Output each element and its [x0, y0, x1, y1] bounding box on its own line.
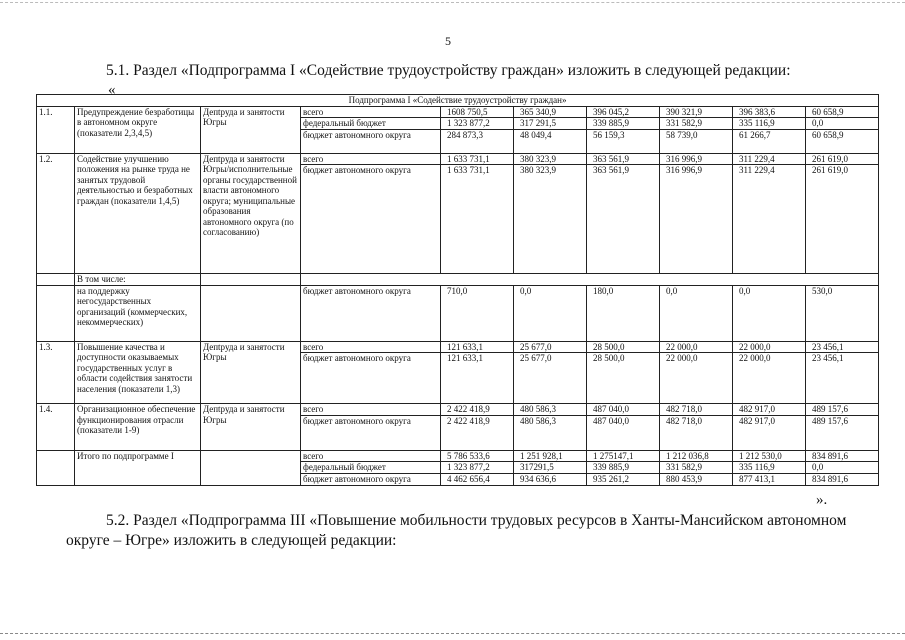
amount-cell: 2 422 418,9 [441, 415, 514, 450]
amount-cell: 61 266,7 [733, 129, 806, 153]
funding-source: всего [301, 404, 441, 416]
amount-cell: 25 677,0 [514, 353, 587, 404]
amount-cell: 1 323 877,2 [441, 462, 514, 474]
row-executor [201, 274, 301, 286]
opening-quote: « [108, 82, 116, 98]
amount-cell: 380 323,9 [514, 153, 587, 165]
amount-cell: 58 739,0 [660, 129, 733, 153]
table-row [37, 404, 879, 416]
amount-cell: 22 000,0 [660, 341, 733, 353]
amount-cell: 710,0 [441, 285, 514, 341]
amount-cell: 0,0 [733, 285, 806, 341]
amount-cell: 396 383,6 [733, 106, 806, 118]
row-name: Повышение качества и доступности оказываемых государственных услуг в области содействия занятости населения (показатели 1,3) [75, 341, 201, 404]
row-name: В том числе: [75, 274, 201, 286]
row-executor: Депtруда и занятости Югры [201, 106, 301, 153]
amount-cell: 60 658,9 [806, 106, 879, 118]
row-name: Содействие улучшению положения на рынке труда не занятых трудовой деятельностью и безработных граждан (показатели 1,4,5) [75, 153, 201, 274]
amount-cell: 877 413,1 [733, 473, 806, 485]
row-id: 1.2. [37, 153, 75, 274]
amount-cell: 25 677,0 [514, 341, 587, 353]
amount-cell: 1 633 731,1 [441, 165, 514, 274]
funding-source: бюджет автономного округа [301, 415, 441, 450]
amount-cell: 487 040,0 [587, 415, 660, 450]
amount-cell: 487 040,0 [587, 404, 660, 416]
amount-cell: 1 251 928,1 [514, 450, 587, 462]
amount-cell: 48 049,4 [514, 129, 587, 153]
row-executor: Депtруда и занятости Югры/исполнительные органы государственной власти автономного округа; муниципальные образования автономного округа (по согласованию) [201, 153, 301, 274]
amount-cell: 311 229,4 [733, 165, 806, 274]
amount-cell: 331 582,9 [660, 462, 733, 474]
amount-cell: 4 462 656,4 [441, 473, 514, 485]
amount-cell: 316 996,9 [660, 165, 733, 274]
amount-cell: 1 212 036,8 [660, 450, 733, 462]
amount-cell: 316 996,9 [660, 153, 733, 165]
amount-cell: 317 291,5 [514, 118, 587, 130]
funding-source: всего [301, 341, 441, 353]
amount-cell: 22 000,0 [733, 353, 806, 404]
table-row [37, 285, 879, 341]
amount-cell: 1 212 530,0 [733, 450, 806, 462]
funding-source: федеральный бюджет [301, 462, 441, 474]
amount-cell: 335 116,9 [733, 118, 806, 130]
scan-top-edge [0, 2, 905, 4]
amount-cell: 23 456,1 [806, 353, 879, 404]
amount-cell: 482 718,0 [660, 404, 733, 416]
row-id: 1.3. [37, 341, 75, 404]
funding-source: бюджет автономного округа [301, 353, 441, 404]
table-row [37, 106, 879, 118]
empty-cell [301, 274, 879, 286]
section-heading: 5.1. Раздел «Подпрограмма I «Содействие трудоустройству граждан» изложить в следующей редакции: [106, 62, 791, 79]
budget-table [36, 94, 879, 486]
amount-cell: 834 891,6 [806, 450, 879, 462]
amount-cell: 311 229,4 [733, 153, 806, 165]
row-executor [201, 450, 301, 485]
row-id: 1.4. [37, 404, 75, 451]
amount-cell: 2 422 418,9 [441, 404, 514, 416]
funding-source: бюджет автономного округа [301, 473, 441, 485]
funding-source: всего [301, 106, 441, 118]
amount-cell: 261 619,0 [806, 153, 879, 165]
amount-cell: 60 658,9 [806, 129, 879, 153]
table-title: Подпрограмма I «Содействие трудоустройству граждан» [37, 95, 879, 107]
amount-cell: 482 718,0 [660, 415, 733, 450]
row-executor: Депtруда и занятости Югры [201, 404, 301, 451]
amount-cell: 1 275147,1 [587, 450, 660, 462]
funding-source: всего [301, 450, 441, 462]
amount-cell: 121 633,1 [441, 341, 514, 353]
funding-source: бюджет автономного округа [301, 129, 441, 153]
amount-cell: 261 619,0 [806, 165, 879, 274]
amount-cell: 934 636,6 [514, 473, 587, 485]
row-id [37, 274, 75, 286]
table-row [37, 450, 879, 462]
amount-cell: 396 045,2 [587, 106, 660, 118]
amount-cell: 489 157,6 [806, 415, 879, 450]
amount-cell: 380 323,9 [514, 165, 587, 274]
amount-cell: 121 633,1 [441, 353, 514, 404]
amount-cell: 363 561,9 [587, 153, 660, 165]
row-id: 1.1. [37, 106, 75, 153]
amount-cell: 480 586,3 [514, 415, 587, 450]
amount-cell: 0,0 [806, 118, 879, 130]
table-row [37, 274, 879, 286]
amount-cell: 935 261,2 [587, 473, 660, 485]
table-row [37, 341, 879, 353]
row-id [37, 450, 75, 485]
page-number: 5 [445, 34, 451, 48]
amount-cell: 5 786 533,6 [441, 450, 514, 462]
paragraph-5-2: 5.2. Раздел «Подпрограмма III «Повышение мобильности трудовых ресурсов в Ханты-Мансийском автономном округе – Югре» изложить в следующей редакции: [66, 512, 847, 549]
funding-source: бюджет автономного округа [301, 165, 441, 274]
row-name: Итого по подпрограмме I [75, 450, 201, 485]
funding-source: всего [301, 153, 441, 165]
row-name: Организационное обеспечение функционирования отрасли (показатели 1-9) [75, 404, 201, 451]
amount-cell: 23 456,1 [806, 341, 879, 353]
amount-cell: 365 340,9 [514, 106, 587, 118]
amount-cell: 56 159,3 [587, 129, 660, 153]
table-row [37, 153, 879, 165]
amount-cell: 28 500,0 [587, 341, 660, 353]
amount-cell: 317291,5 [514, 462, 587, 474]
amount-cell: 180,0 [587, 285, 660, 341]
row-name: Предупреждение безработицы в автономном округе (показатели 2,3,4,5) [75, 106, 201, 153]
amount-cell: 339 885,9 [587, 118, 660, 130]
amount-cell: 335 116,9 [733, 462, 806, 474]
amount-cell: 22 000,0 [733, 341, 806, 353]
scan-bottom-edge [0, 632, 905, 634]
amount-cell: 530,0 [806, 285, 879, 341]
amount-cell: 22 000,0 [660, 353, 733, 404]
row-executor: Депtруда и занятости Югры [201, 341, 301, 404]
funding-source: федеральный бюджет [301, 118, 441, 130]
row-executor [201, 285, 301, 341]
funding-source: бюджет автономного округа [301, 285, 441, 341]
amount-cell: 480 586,3 [514, 404, 587, 416]
amount-cell: 331 582,9 [660, 118, 733, 130]
row-name: на поддержку негосударственных организаций (коммерческих, некоммерческих) [75, 285, 201, 341]
amount-cell: 880 453,9 [660, 473, 733, 485]
amount-cell: 482 917,0 [733, 404, 806, 416]
amount-cell: 28 500,0 [587, 353, 660, 404]
amount-cell: 284 873,3 [441, 129, 514, 153]
amount-cell: 1 633 731,1 [441, 153, 514, 165]
amount-cell: 339 885,9 [587, 462, 660, 474]
amount-cell: 363 561,9 [587, 165, 660, 274]
amount-cell: 1608 750,5 [441, 106, 514, 118]
amount-cell: 1 323 877,2 [441, 118, 514, 130]
amount-cell: 834 891,6 [806, 473, 879, 485]
row-id [37, 285, 75, 341]
amount-cell: 390 321,9 [660, 106, 733, 118]
amount-cell: 489 157,6 [806, 404, 879, 416]
amount-cell: 0,0 [806, 462, 879, 474]
amount-cell: 482 917,0 [733, 415, 806, 450]
amount-cell: 0,0 [660, 285, 733, 341]
closing-quote: ». [816, 492, 828, 508]
amount-cell: 0,0 [514, 285, 587, 341]
